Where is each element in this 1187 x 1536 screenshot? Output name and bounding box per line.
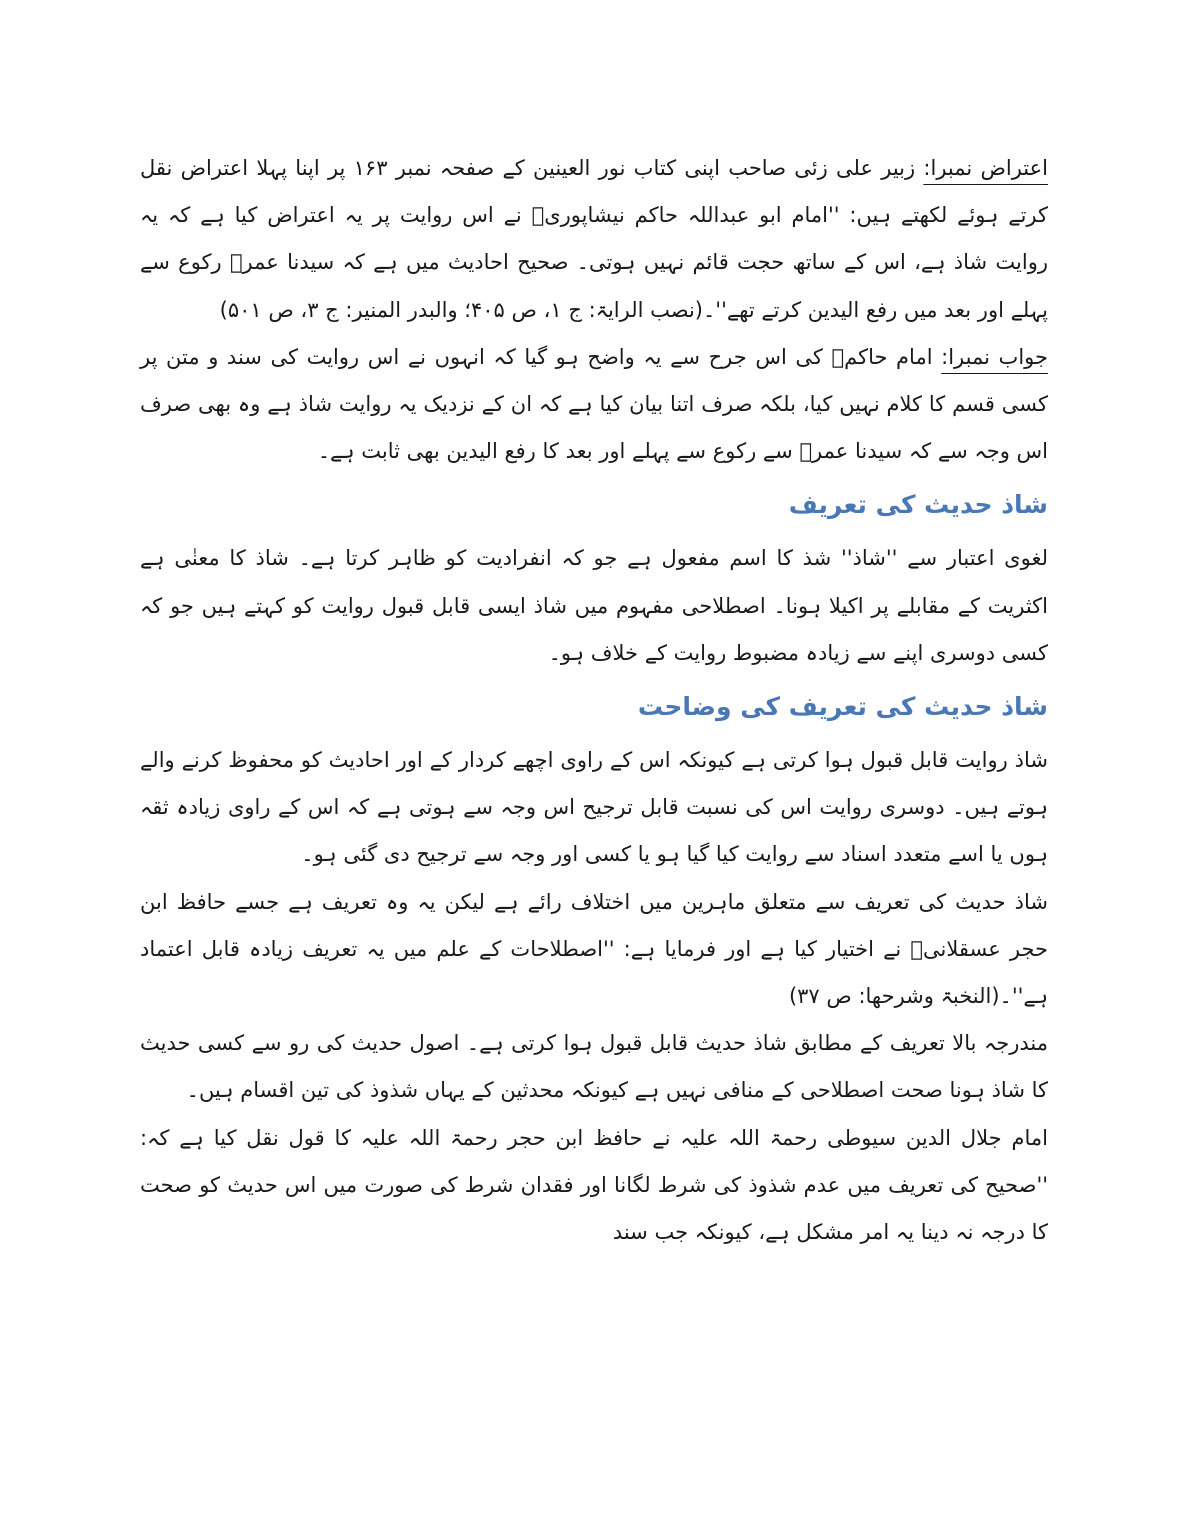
explanation-paragraph-4: امام جلال الدین سیوطی رحمۃ اللہ علیہ نے حافظ ابن حجر رحمۃ اللہ علیہ کا قول نقل کیا ہے کہ: ''صحیح کی تعریف میں عدم شذوذ کی شرط لگانا اور فقدان شرط کی صورت میں اس حدیث کو صحت کا درجہ نہ دینا یہ امر مشکل ہے، کیونکہ جب سند (140, 1125, 1048, 1245)
definition-paragraph: لغوی اعتبار سے ''شاذ'' شذ کا اسم مفعول ہے جو کہ انفرادیت کو ظاہر کرتا ہے۔ شاذ کا معنٰی ہے اکثریت کے مقابلے پر اکیلا ہونا۔ اصطلاحی مفہوم میں شاذ ایسی قابل قبول روایت کو کہتے ہیں جو کہ کسی دوسری اپنے سے زیادہ مضبوط روایت کے خلاف ہو۔ (140, 546, 1048, 665)
explanation-paragraph-2: شاذ حدیث کی تعریف سے متعلق ماہرین میں اختلاف رائے ہے لیکن یہ وہ تعریف ہے جسے حافظ ابن حجر عسقلانیؒ نے اختیار کیا ہے اور فرمایا ہے: ''اصطلاحات کے علم میں یہ تعریف زیادہ قابل اعتماد ہے''۔(النخبۃ وشرحھا: ص ۳۷) (140, 889, 1048, 1009)
objection-paragraph (140, 145, 1048, 334)
explanation-paragraph-3: مندرجہ بالا تعریف کے مطابق شاذ حدیث قابل قبول ہوا کرتی ہے۔ اصول حدیث کی رو سے کسی حدیث کا شاذ ہونا صحت اصطلاحی کے منافی نہیں ہے کیونکہ محدثین کے یہاں شذوذ کی تین اقسام ہیں۔ (140, 1031, 1048, 1103)
explanation-paragraph-1: شاذ روایت قابل قبول ہوا کرتی ہے کیونکہ اس کے راوی اچھے کردار کے اور احادیث کو محفوظ کرنے والے ہوتے ہیں۔ دوسری روایت اس کی نسبت قابل ترجیح اس وجہ سے ہوتی ہے کہ اس کے راوی زیادہ ثقہ ہوں یا اسے متعدد اسناد سے روایت کیا گیا ہو یا کسی اور وجہ سے ترجیح دی گئی ہو۔ (140, 748, 1048, 867)
answer-paragraph (140, 334, 1048, 476)
heading-definition: شاذ حدیث کی تعریف (788, 490, 1048, 520)
answer-text: امام حاکمؒ کی اس جرح سے یہ واضح ہو گیا کہ انہوں نے اس روایت کی سند و متن پر کسی قسم کا کلام نہیں کیا، بلکہ صرف اتنا بیان کیا ہے کہ ان کے نزدیک یہ روایت شاذ ہے وہ بھی صرف اس وجہ سے کہ سیدنا عمرؓ سے رکوع سے پہلے اور بعد کا رفع الیدین بھی ثابت ہے۔ (140, 344, 1048, 464)
document-page (140, 145, 1048, 1405)
answer-label: جواب نمبرا: (941, 344, 1048, 369)
heading-explanation: شاذ حدیث کی تعریف کی وضاحت (637, 692, 1048, 722)
objection-text: زبیر علی زئی صاحب اپنی کتاب نور العینین کے صفحہ نمبر ۱۶۳ پر اپنا پہلا اعتراض نقل کرتے ہوئے لکھتے ہیں: ''امام ابو عبداللہ حاکم نیشاپوریؒ نے اس روایت پر یہ اعتراض کیا ہے کہ یہ روایت شاذ ہے، اس کے ساتھ حجت قائم نہیں ہوتی۔ صحیح احادیث میں ہے کہ سیدنا عمرؓ رکوع سے پہلے اور بعد میں رفع الیدین کرتے تھے''۔(نصب الرایۃ: ج ۱، ص ۴۰۵؛ والبدر المنیر: ج ۳، ص ۵۰۱) (140, 156, 1048, 322)
objection-label: اعتراض نمبرا: (923, 156, 1048, 180)
